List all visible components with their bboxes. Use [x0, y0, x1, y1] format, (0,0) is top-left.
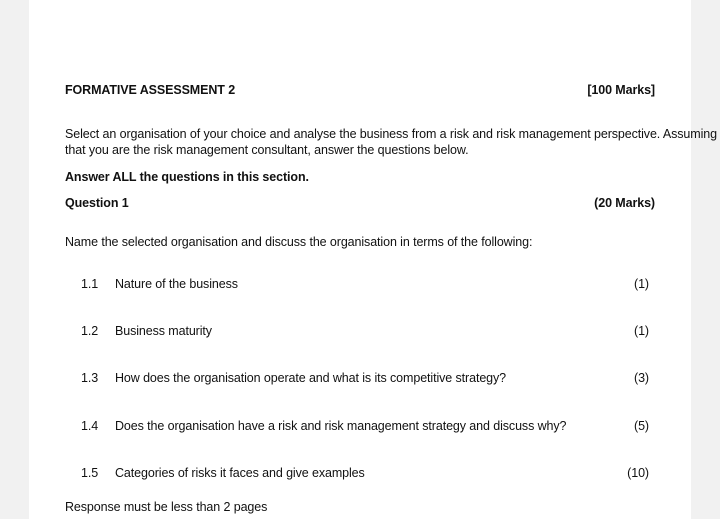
- item-text: Does the organisation have a risk and risk management strategy and discuss why?: [115, 419, 567, 433]
- item-marks: (10): [627, 466, 649, 480]
- item-number: 1.5: [81, 466, 99, 480]
- item-marks: (5): [634, 419, 649, 433]
- assessment-title: FORMATIVE ASSESSMENT 2: [65, 83, 236, 97]
- question-marks: (20 Marks): [594, 196, 655, 210]
- question-prompt: Name the selected organisation and discuss the organisation in terms of the following:: [65, 235, 533, 249]
- question-label: Question 1: [65, 196, 129, 210]
- instruction-text: Answer ALL the questions in this section.: [65, 170, 309, 184]
- total-marks: [100 Marks]: [587, 83, 655, 97]
- item-marks: (3): [634, 371, 649, 385]
- item-text: Nature of the business: [115, 277, 238, 291]
- item-number: 1.3: [81, 371, 99, 385]
- document-page: [29, 0, 717, 519]
- item-marks: (1): [634, 324, 649, 338]
- item-text: Categories of risks it faces and give examples: [115, 466, 365, 480]
- item-marks: (1): [634, 277, 649, 291]
- intro-line-1: Select an organisation of your choice and analyse the business from a risk and risk management perspective. Assuming: [65, 127, 717, 141]
- intro-line-2: that you are the risk management consultant, answer the questions below.: [65, 143, 469, 157]
- item-number: 1.2: [81, 324, 99, 338]
- response-length-note: Response must be less than 2 pages: [65, 500, 268, 514]
- item-number: 1.1: [81, 277, 99, 291]
- item-text: Business maturity: [115, 324, 212, 338]
- intro-paragraph: [65, 126, 717, 158]
- item-text: How does the organisation operate and what is its competitive strategy?: [115, 371, 507, 385]
- item-number: 1.4: [81, 419, 99, 433]
